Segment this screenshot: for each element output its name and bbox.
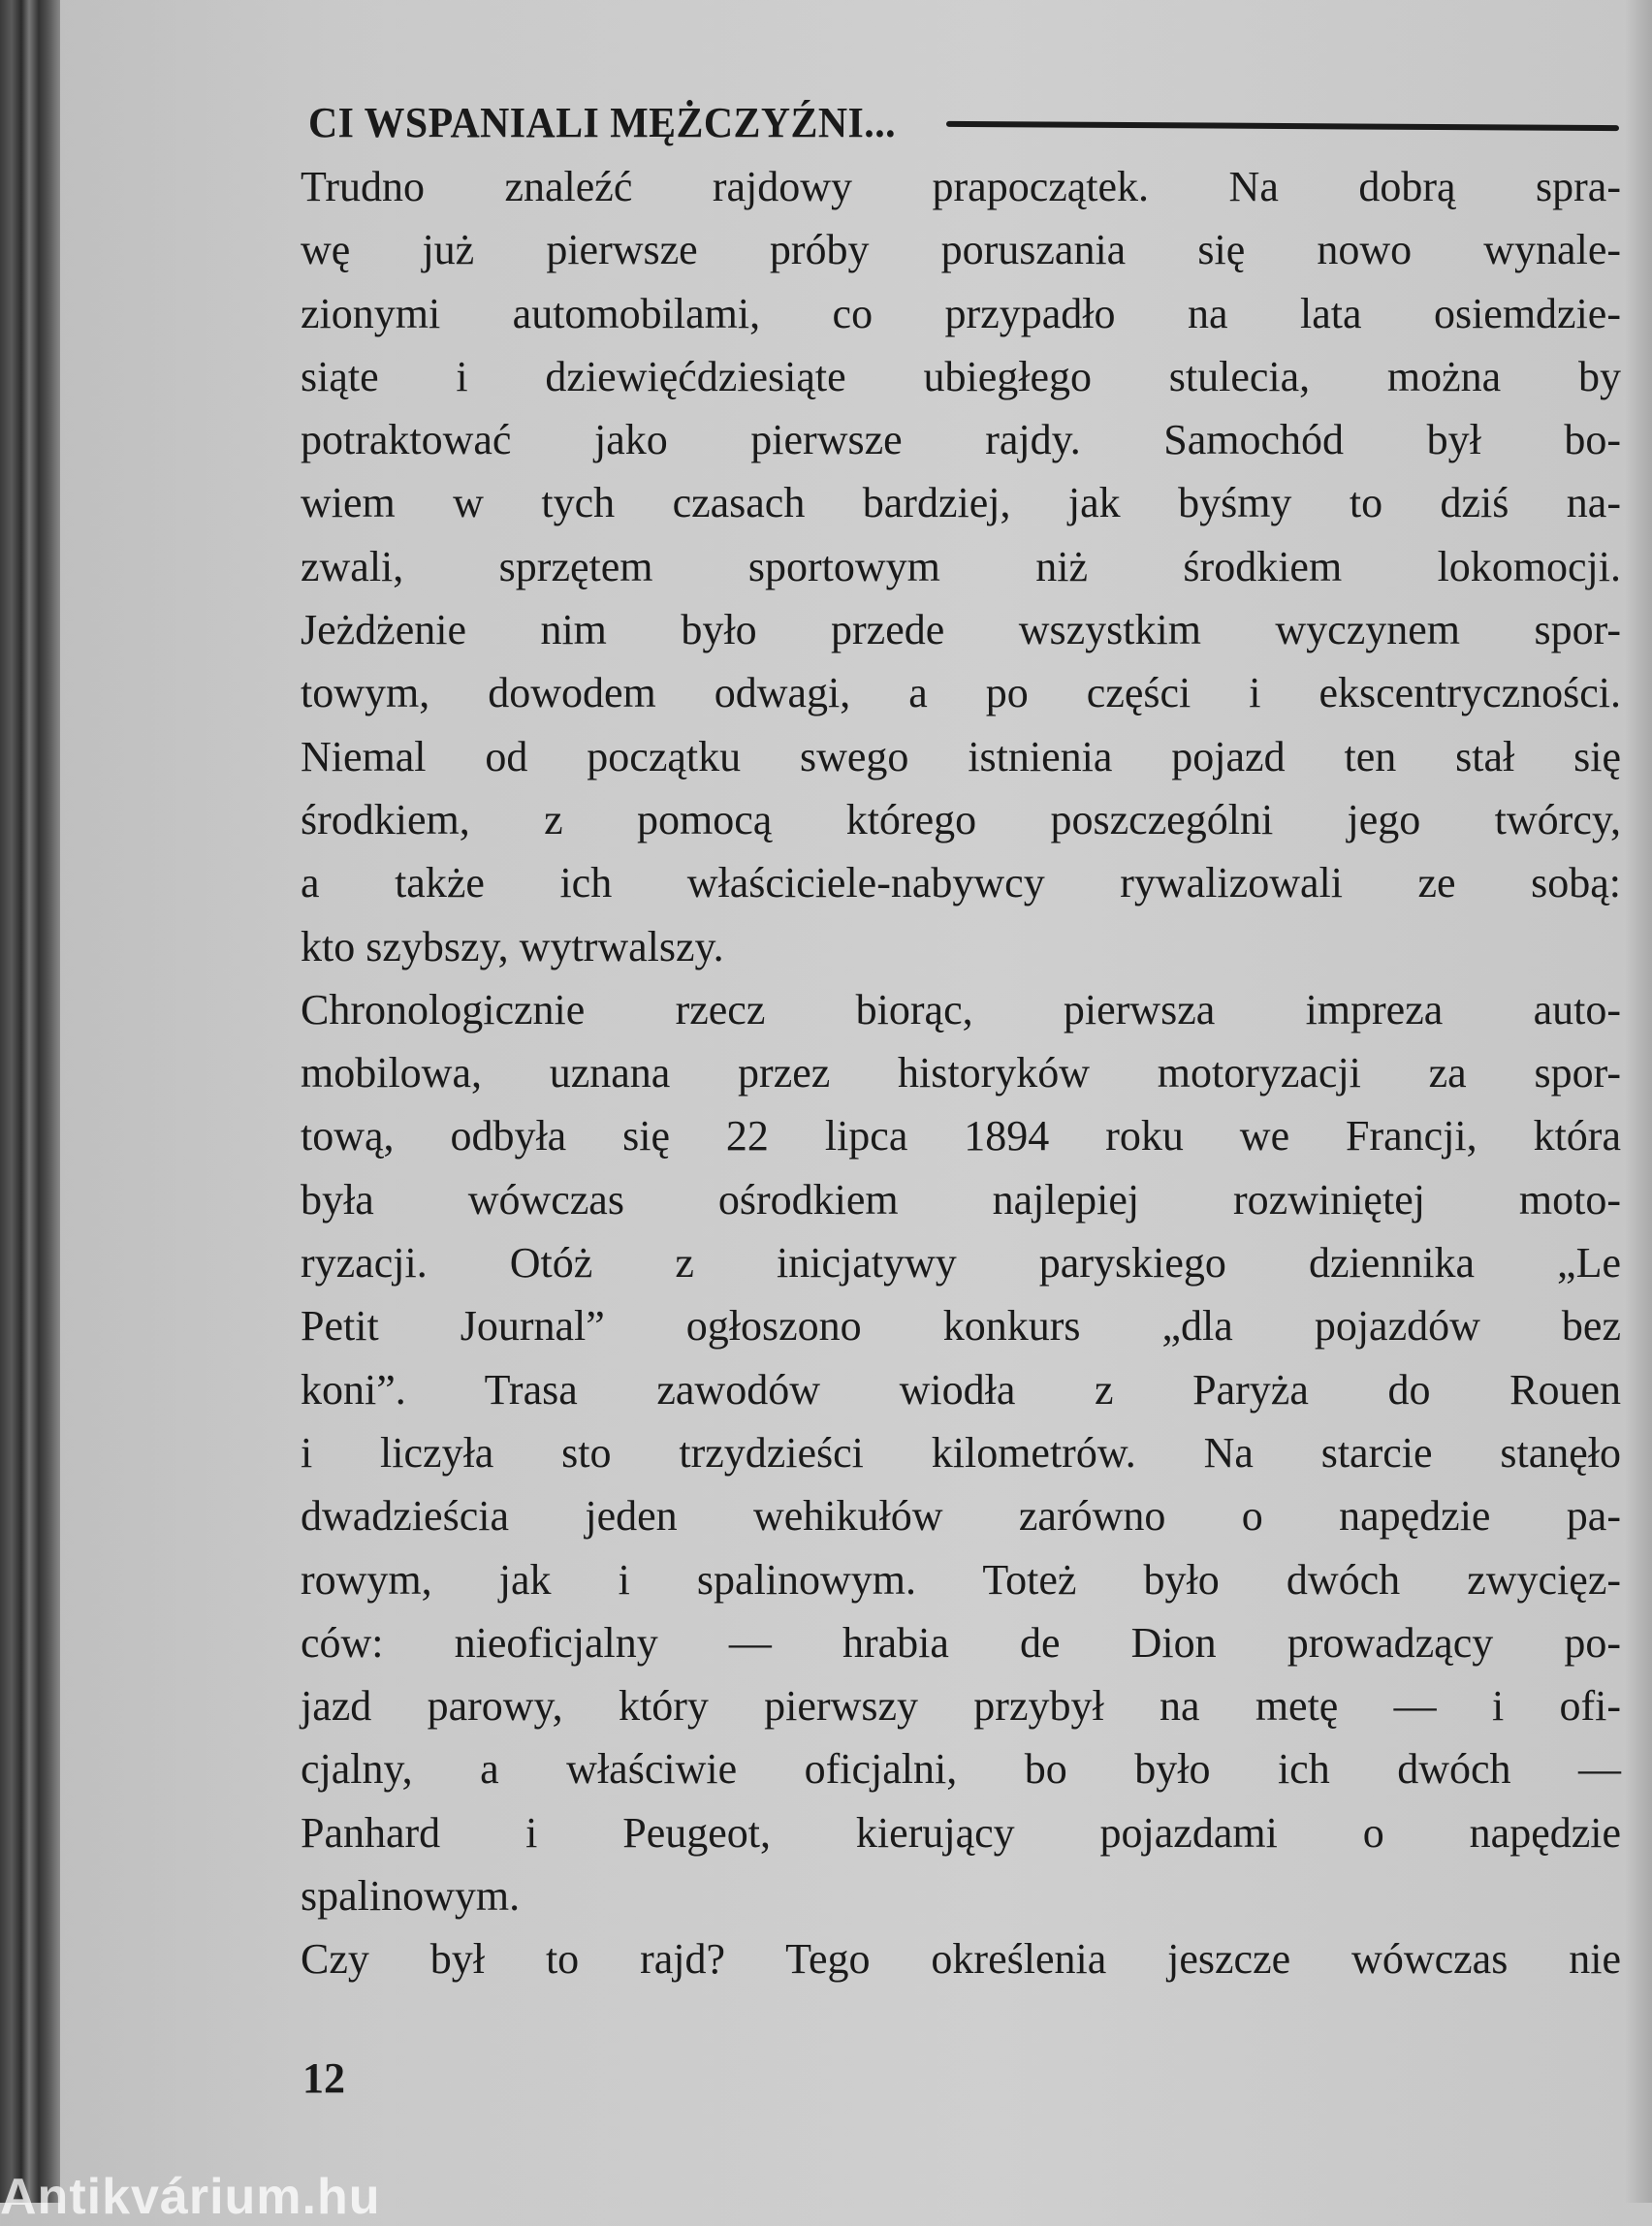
book-binding [0,0,60,2203]
text-line: a także ich właściciele-nabywcy rywalizowali ze sobą: [301,859,1621,907]
text-line: zwali, sprzętem sportowym niż środkiem lokomocji. [301,542,1621,590]
page-number: 12 [302,2054,345,2102]
heading-rule [946,121,1619,131]
text-line: Niemal od początku swego istnienia pojazd ten stał się [301,732,1621,780]
text-line: zionymi automobilami, co przypadło na lata osiemdzie- [301,289,1621,337]
text-line: Panhard i Peugeot, kierujący pojazdami o napędzie [301,1808,1621,1857]
text-line: tową, odbyła się 22 lipca 1894 roku we Francji, która [301,1112,1621,1161]
chapter-title: CI WSPANIALI MĘŻCZYŹNI... [308,98,897,146]
text-line: towym, dowodem odwagi, a po części i ekscentryczności. [301,669,1621,717]
page-edge [1625,0,1652,2203]
text-line: Petit Journal” ogłoszono konkurs „dla pojazdów bez [301,1302,1621,1351]
text-line: ców: nieoficjalny — hrabia de Dion prowadzący po- [301,1618,1621,1667]
text-line: Chronologicznie rzecz biorąc, pierwsza impreza auto- [301,985,1621,1034]
text-line: koni”. Trasa zawodów wiodła z Paryża do Rouen [301,1365,1621,1414]
text-line: potraktować jako pierwsze rajdy. Samochód był bo- [301,416,1621,464]
text-line: była wówczas ośrodkiem najlepiej rozwiniętej moto- [301,1175,1621,1224]
text-line: Jeżdżenie nim było przede wszystkim wyczynem spor- [301,606,1621,654]
text-line: kto szybszy, wytrwalszy. [301,922,724,970]
text-line: jazd parowy, który pierwszy przybył na metę — i ofi- [301,1682,1621,1731]
text-line: siąte i dziewięćdziesiąte ubiegłego stulecia, można by [301,352,1621,400]
text-line: cjalny, a właściwie oficjalni, bo było ich dwóch — [301,1745,1621,1794]
text-line: Czy był to rajd? Tego określenia jeszcze wówczas nie [301,1935,1621,1984]
chapter-heading [308,93,1619,151]
body-text [301,155,1621,1991]
text-line: środkiem, z pomocą którego poszczególni jego twórcy, [301,795,1621,843]
text-line: rowym, jak i spalinowym. Toteż było dwóch zwycięz- [301,1555,1621,1604]
text-line: ryzacji. Otóż z inicjatywy paryskiego dziennika „Le [301,1239,1621,1288]
text-line: mobilowa, uznana przez historyków motoryzacji za spor- [301,1049,1621,1097]
text-line: spalinowym. [301,1872,521,1921]
watermark: Antikvárium.hu [0,2169,381,2225]
text-line: Trudno znaleźć rajdowy prapoczątek. Na dobrą spra- [301,163,1621,210]
text-line: i liczyła sto trzydzieści kilometrów. Na starcie stanęło [301,1428,1621,1477]
text-line: wiem w tych czasach bardziej, jak byśmy to dziś na- [301,479,1621,527]
text-line: dwadzieścia jeden wehikułów zarówno o napędzie pa- [301,1492,1621,1541]
text-line: wę już pierwsze próby poruszania się nowo wynale- [301,226,1621,274]
